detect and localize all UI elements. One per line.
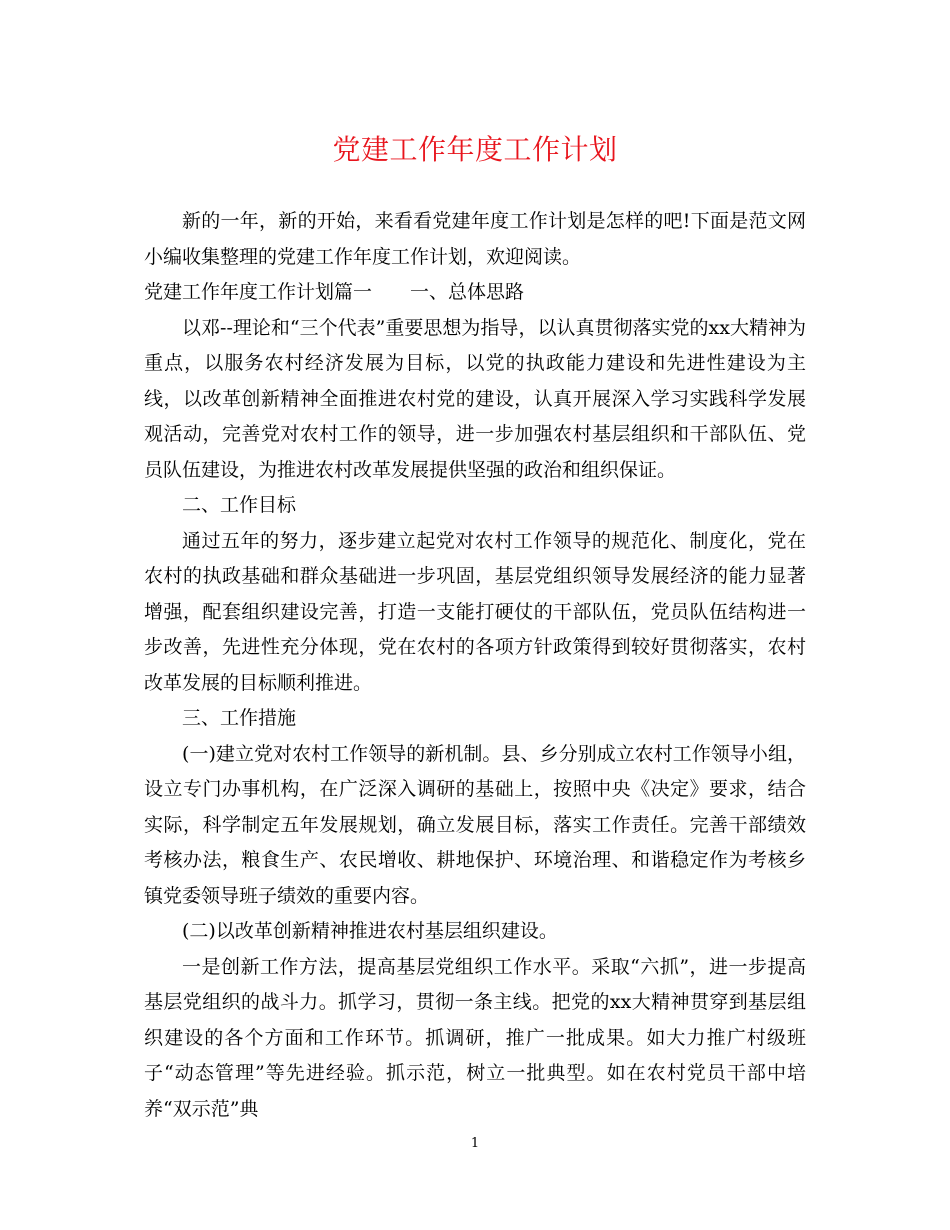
document-title: 党建工作年度工作计划 (332, 133, 618, 166)
paragraph-measure-two: (二)以改革创新精神推进农村基层组织建设。 (182, 920, 558, 942)
page-number: 1 (470, 1136, 480, 1151)
paragraph-overall-approach: 以邓--理论和“三个代表”重要思想为指导，以认真贯彻落实党的xx大精神为重点，以服务农村经济发展为目标，以党的执政能力建设和先进性建设为主线，以改革创新精神全面推进农村党的建设，认真开展深入学习实践科学发展观活动，完善党对农村工作的领导，进一步加强农村基层组织和干部队伍、党员队伍建设，为推进农村改革发展提供坚强的政治和组织保证。 (144, 316, 806, 481)
heading-work-goals: 二、工作目标 (182, 494, 297, 516)
document-body (144, 204, 806, 1127)
section-heading-line (144, 275, 806, 311)
paragraph-measure-one: (一)建立党对农村工作领导的新机制。县、乡分别成立农村工作领导小组，设立专门办事机构，在广泛深入调研的基础上，按照中央《决定》要求，结合实际，科学制定五年发展规划，确立发展目标，落实工作责任。完善干部绩效考核办法，粮食生产、农民增收、耕地保护、环境治理、和谐稳定作为考核乡镇党委领导班子绩效的重要内容。 (144, 742, 806, 907)
paragraph-innovation-methods: 一是创新工作方法，提高基层党组织工作水平。采取“六抓”，进一步提高基层党组织的战斗力。抓学习，贯彻一条主线。把党的xx大精神贯穿到基层组织建设的各个方面和工作环节。抓调研，推广一批成果。如大力推广村级班子“动态管理”等先进经验。抓示范，树立一批典型。如在农村党员干部中培养“双示范”典 (144, 955, 806, 1120)
section-label: 党建工作年度工作计划篇一 (144, 281, 373, 303)
heading-work-measures: 三、工作措施 (182, 707, 297, 729)
paragraph-work-goals: 通过五年的努力，逐步建立起党对农村工作领导的规范化、制度化，党在农村的执政基础和群众基础进一步巩固，基层党组织领导发展经济的能力显著增强，配套组织建设完善，打造一支能打硬仗的干部队伍，党员队伍结构进一步改善，先进性充分体现，党在农村的各项方针政策得到较好贯彻落实，农村改革发展的目标顺利推进。 (144, 529, 806, 694)
intro-paragraph: 新的一年，新的开始，来看看党建年度工作计划是怎样的吧!下面是范文网小编收集整理的党建工作年度工作计划，欢迎阅读。 (144, 210, 806, 268)
heading-overall-approach: 一、总体思路 (410, 281, 525, 303)
